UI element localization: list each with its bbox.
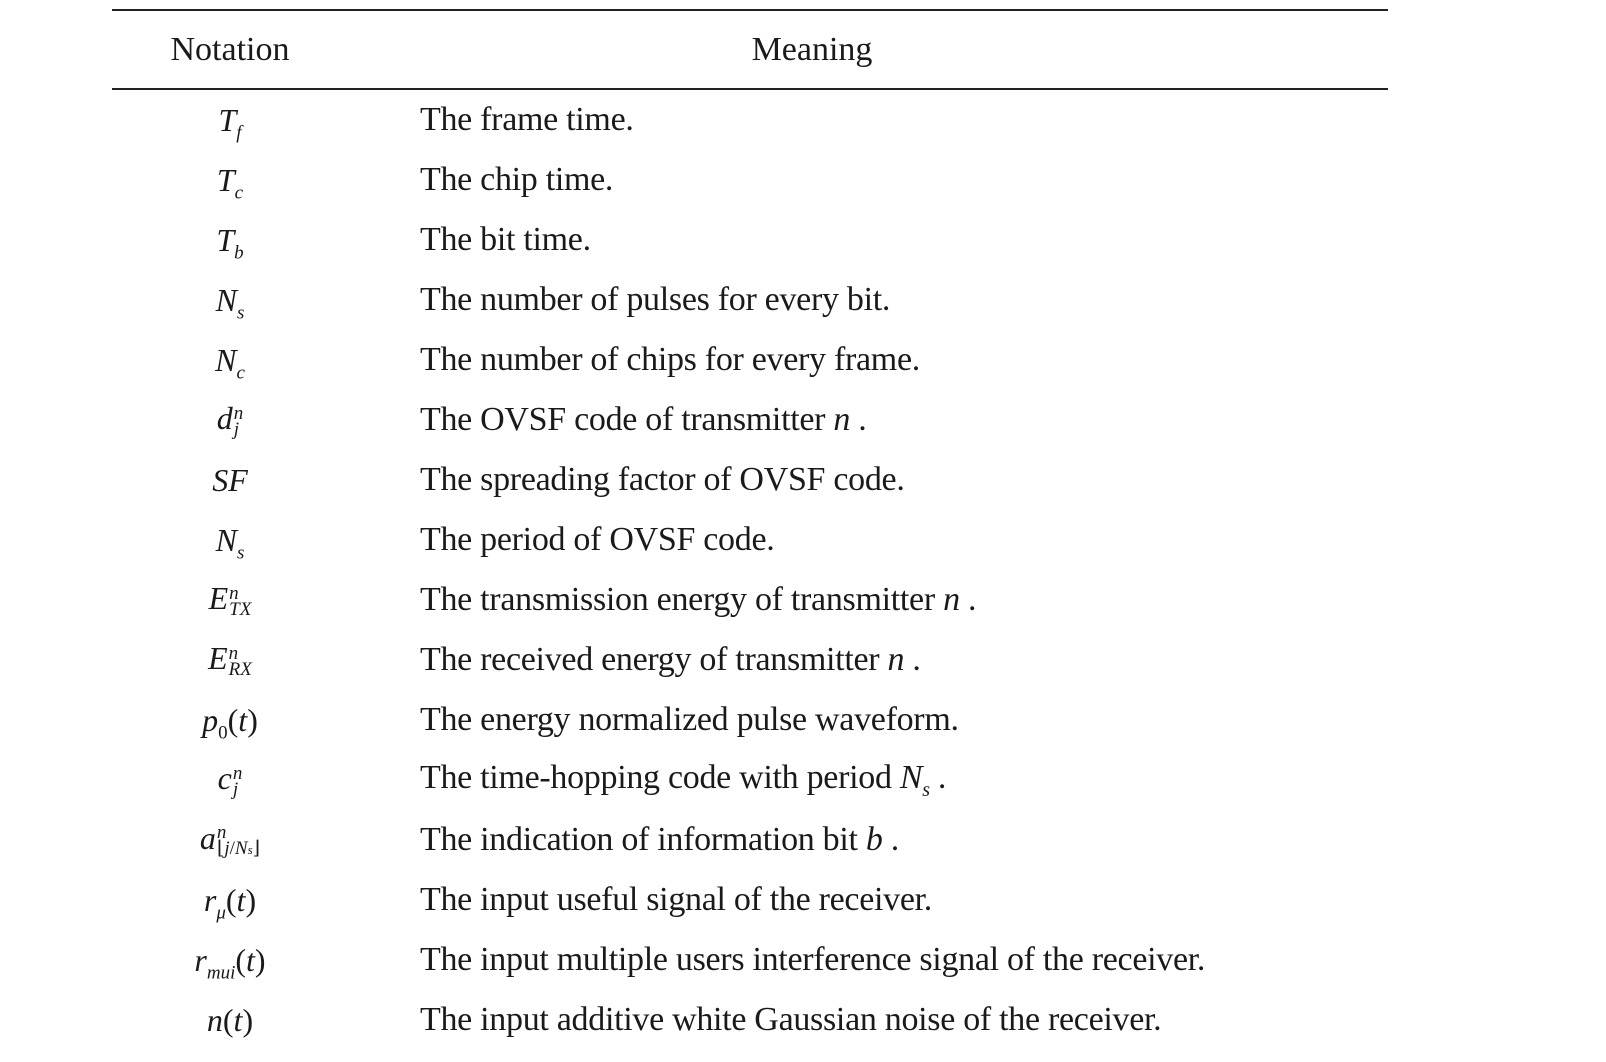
meaning-cell: The OVSF code of transmitter n . <box>420 401 867 438</box>
table-row <box>112 870 1388 930</box>
header-meaning: Meaning <box>751 30 873 68</box>
notation-cell: $N_c$ <box>215 342 245 384</box>
table-row <box>112 270 1388 330</box>
notation-cell: $T_c$ <box>216 162 244 204</box>
meaning-cell: The number of chips for every frame. <box>420 341 920 378</box>
notation-table <box>112 9 1388 1050</box>
notation-cell: a n ⌊j/Ns⌋ <box>199 819 261 860</box>
meaning-cell: The time-hopping code with period $N_s$ . <box>420 758 947 801</box>
table-row <box>112 330 1388 390</box>
table-row <box>112 450 1388 510</box>
notation-cell: $T_f$ <box>218 102 242 144</box>
table-row <box>112 930 1388 990</box>
table-header <box>112 11 1388 88</box>
notation-cell: $r_{mui}(t)$ <box>194 942 266 984</box>
notation-cell: $N_s$ <box>215 282 245 324</box>
notation-cell: c n j <box>217 760 243 800</box>
table-row <box>112 390 1388 450</box>
meaning-cell: The transmission energy of transmitter n . <box>420 581 977 618</box>
notation-cell: $p_0(t)$ <box>202 702 258 744</box>
meaning-cell: The input useful signal of the receiver. <box>420 881 932 918</box>
meaning-cell: The indication of information bit b . <box>420 821 899 858</box>
meaning-cell: The period of OVSF code. <box>420 521 775 558</box>
meaning-cell: The chip time. <box>420 161 614 198</box>
meaning-cell: The received energy of transmitter n . <box>420 641 921 678</box>
meaning-cell: The input additive white Gaussian noise of the receiver. <box>420 1001 1162 1038</box>
meaning-cell: The energy normalized pulse waveform. <box>420 701 959 738</box>
meaning-cell: The input multiple users interference signal of the receiver. <box>420 941 1206 978</box>
table-row <box>112 810 1388 870</box>
meaning-cell: The bit time. <box>420 221 591 258</box>
table-row <box>112 90 1388 150</box>
notation-cell: $N_s$ <box>215 522 245 564</box>
table-row <box>112 630 1388 690</box>
meaning-cell: The spreading factor of OVSF code. <box>420 461 905 498</box>
notation-cell: n(t) <box>206 1002 254 1038</box>
table-row <box>112 750 1388 810</box>
meaning-cell: The number of pulses for every bit. <box>420 281 891 318</box>
notation-cell: E n RX <box>208 640 252 680</box>
table-row <box>112 690 1388 750</box>
table-row <box>112 510 1388 570</box>
table-row <box>112 150 1388 210</box>
notation-cell: E n TX <box>208 580 252 620</box>
header-notation: Notation <box>170 30 290 68</box>
meaning-cell: The frame time. <box>420 101 634 138</box>
table-row <box>112 990 1388 1050</box>
notation-cell: $r_\mu(t)$ <box>203 882 257 924</box>
notation-cell: $T_b$ <box>216 222 244 264</box>
notation-cell: SF <box>212 462 248 498</box>
table-row <box>112 210 1388 270</box>
table-body <box>112 90 1388 1050</box>
table-row <box>112 570 1388 630</box>
notation-cell: d n j <box>216 400 244 440</box>
